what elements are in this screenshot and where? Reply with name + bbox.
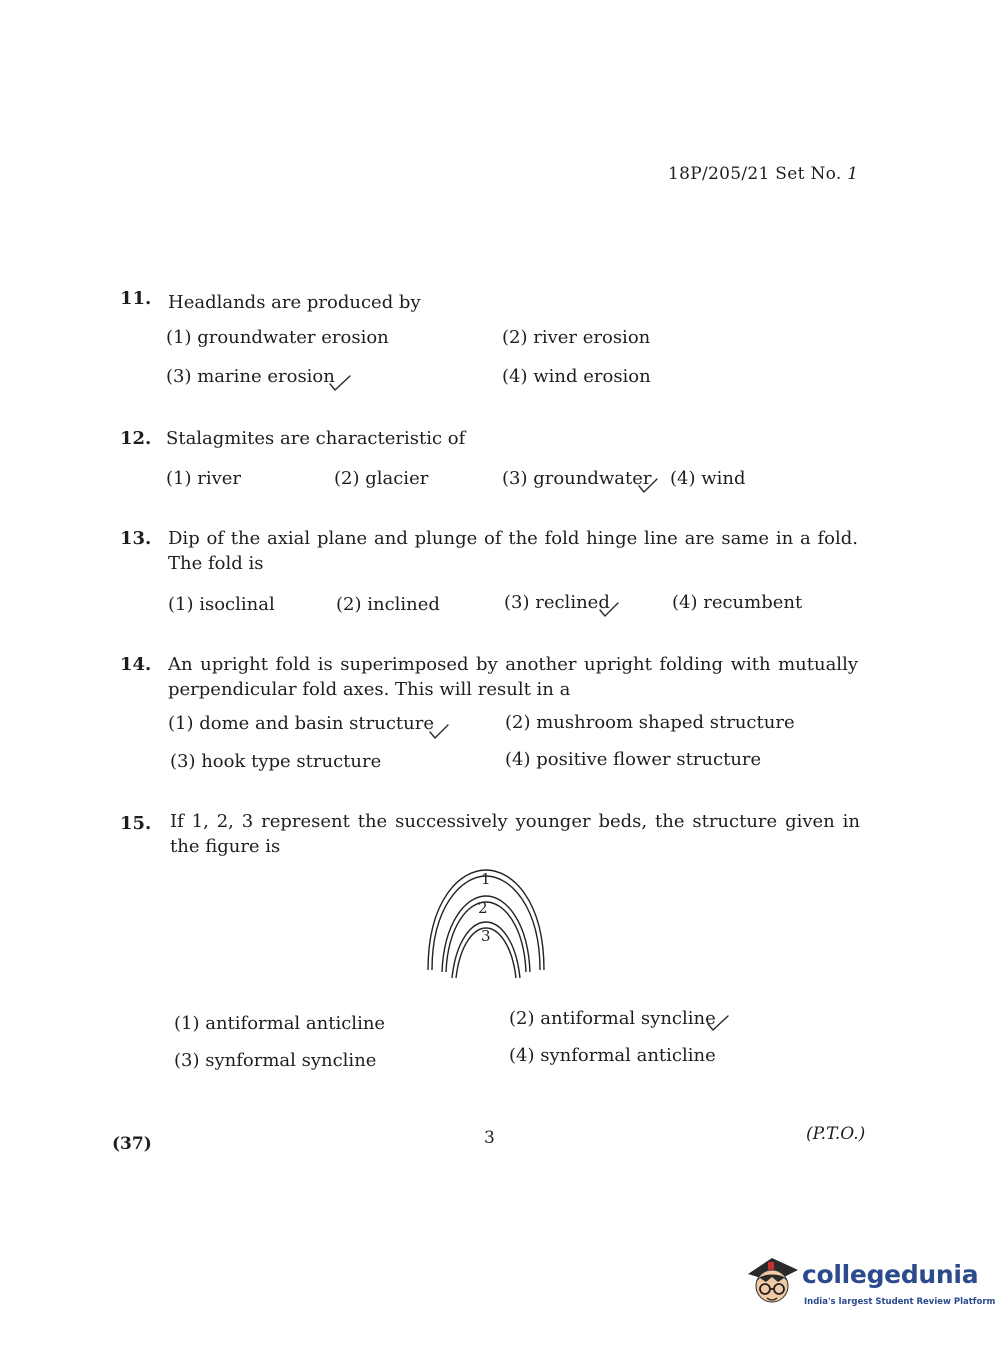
question-text: An upright fold is superimposed by another upright folding with mutually perpendicular fold axes. This will result in a <box>168 654 858 700</box>
tick-mark-icon <box>328 374 352 392</box>
option-1[interactable]: (1) isoclinal <box>168 594 275 615</box>
booklet-code: (37) <box>112 1134 152 1154</box>
tick-mark-icon <box>637 476 661 494</box>
option-1[interactable]: (1) groundwater erosion <box>166 327 389 348</box>
option-3[interactable]: (3) hook type structure <box>170 751 382 772</box>
question-number: 13. <box>120 528 152 549</box>
question-text: Dip of the axial plane and plunge of the fold hinge line are same in a fold. The fold is <box>168 528 858 574</box>
question-number: 11. <box>120 288 152 309</box>
bed-label-3: 3 <box>481 927 491 945</box>
tick-mark-icon <box>598 600 622 618</box>
tick-mark-icon <box>706 1014 730 1032</box>
paper-code-header <box>668 164 858 184</box>
collegedunia-watermark <box>742 1252 996 1322</box>
bed-label-2: 2 <box>478 899 488 917</box>
option-4[interactable]: (4) synformal anticline <box>509 1045 716 1066</box>
question-text: Stalagmites are characteristic of <box>166 428 466 449</box>
fold-figure <box>420 860 560 985</box>
option-3[interactable]: (3) marine erosion <box>166 366 335 387</box>
option-3[interactable]: (3) synformal syncline <box>174 1050 377 1071</box>
option-2[interactable]: (2) glacier <box>334 468 429 489</box>
option-4[interactable]: (4) wind <box>670 468 746 489</box>
tick-mark-icon <box>428 722 452 740</box>
brand-tagline: India's largest Student Review Platform <box>804 1297 996 1307</box>
question-number: 15. <box>120 813 152 834</box>
paper-code: 18P/205/21 Set No. <box>668 164 842 184</box>
question-number: 14. <box>120 654 152 675</box>
option-3[interactable]: (3) groundwater <box>502 468 652 489</box>
question-text: If 1, 2, 3 represent the successively younger beds, the structure given in the figure is <box>170 811 860 857</box>
set-number: 1 <box>847 164 859 184</box>
option-1[interactable]: (1) river <box>166 468 242 489</box>
option-2[interactable]: (2) mushroom shaped structure <box>505 712 795 733</box>
option-4[interactable]: (4) recumbent <box>672 592 803 613</box>
bed-label-1: 1 <box>481 870 491 888</box>
option-1[interactable]: (1) antiformal anticline <box>174 1013 386 1034</box>
option-4[interactable]: (4) wind erosion <box>502 366 651 387</box>
please-turn-over: (P.T.O.) <box>806 1124 866 1144</box>
option-2[interactable]: (2) antiformal syncline <box>509 1008 716 1029</box>
option-3[interactable]: (3) reclined <box>504 592 610 613</box>
page-number: 3 <box>484 1128 495 1148</box>
mascot-logo-icon <box>742 1252 802 1312</box>
question-text: Headlands are produced by <box>168 292 421 313</box>
question-number: 12. <box>120 428 152 449</box>
option-4[interactable]: (4) positive flower structure <box>505 749 762 770</box>
option-2[interactable]: (2) river erosion <box>502 327 651 348</box>
brand-name: collegedunia <box>802 1260 979 1289</box>
option-1[interactable]: (1) dome and basin structure <box>168 713 434 734</box>
option-2[interactable]: (2) inclined <box>336 594 440 615</box>
